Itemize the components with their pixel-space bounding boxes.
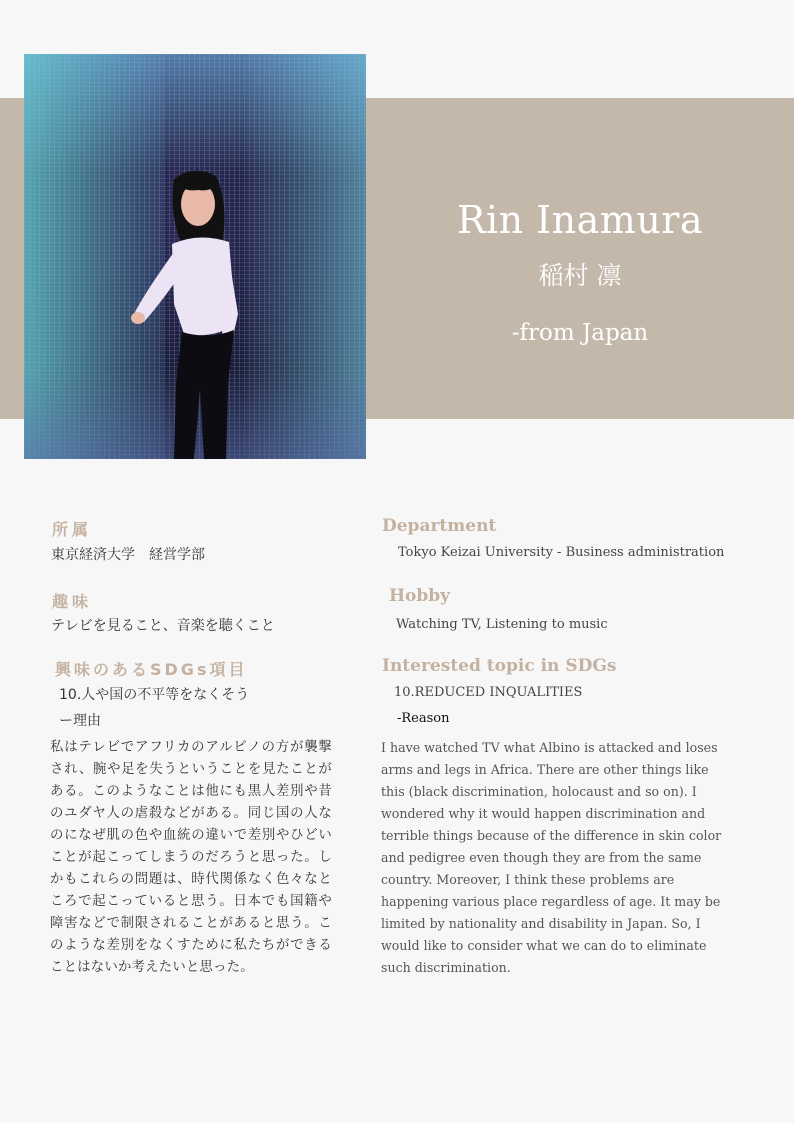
hobby-text-en: Watching TV, Listening to music — [396, 617, 608, 632]
reason-text-jp: 私はテレビでアフリカのアルビノの方が襲撃され、腕や足を失うということを見たことがある。このようなことは他にも黒人差別や昔のユダヤ人の虐殺などがある。同じ国の人なのになぜ肌の色や血統の違いで差別やひどいことが起こってしまうのだろうと思った。しかもこれらの問題は、時代関係なく色々なところで起こっていると思う。日本でも国籍や障害などで制限されることがあると思う。このような差別をなくすために私たちができることはないか考えたいと思った。 — [50, 740, 332, 975]
department-text-en: Tokyo Keizai University - Business administration — [398, 545, 725, 560]
profile-photo — [24, 54, 366, 459]
sdgs-heading-jp: 興味のあるSDGs項目 — [55, 660, 248, 679]
department-heading-en: Department — [382, 516, 497, 536]
sdgs-heading-en: Interested topic in SDGs — [382, 656, 617, 676]
affiliation-heading-jp: 所属 — [52, 520, 93, 539]
person-figure — [24, 54, 366, 459]
person-origin: -from Japan — [511, 320, 649, 346]
sdgs-item-en: 10.REDUCED INQUALITIES — [394, 685, 583, 700]
hobby-heading-jp: 趣味 — [52, 592, 93, 611]
person-name: Rin Inamura — [456, 198, 704, 242]
hobby-heading-en: Hobby — [389, 586, 451, 606]
reason-label-en: -Reason — [397, 711, 450, 726]
sdgs-item-jp: 10.人や国の不平等をなくそう — [59, 687, 250, 703]
reason-label-jp: ー理由 — [59, 713, 101, 729]
hobby-text-jp: テレビを見ること、音楽を聴くこと — [51, 618, 275, 634]
affiliation-text-jp: 東京経済大学 経営学部 — [51, 547, 205, 563]
reason-text-en: I have watched TV what Albino is attacked and loses arms and legs in Africa. There are other things like this (black discrimination, holocaust and so on). I wondered why it would happen discrimination and terrible things because of the difference in skin color and pedigree even though they are from the same country. Moreover, I think these problems are happening various place regardless of age. It may be limited by nationality and disability in Japan. So, I would like to consider what we can do to eliminate such discrimination. — [381, 740, 722, 975]
person-name-kanji: 稲村 凛 — [538, 261, 622, 290]
